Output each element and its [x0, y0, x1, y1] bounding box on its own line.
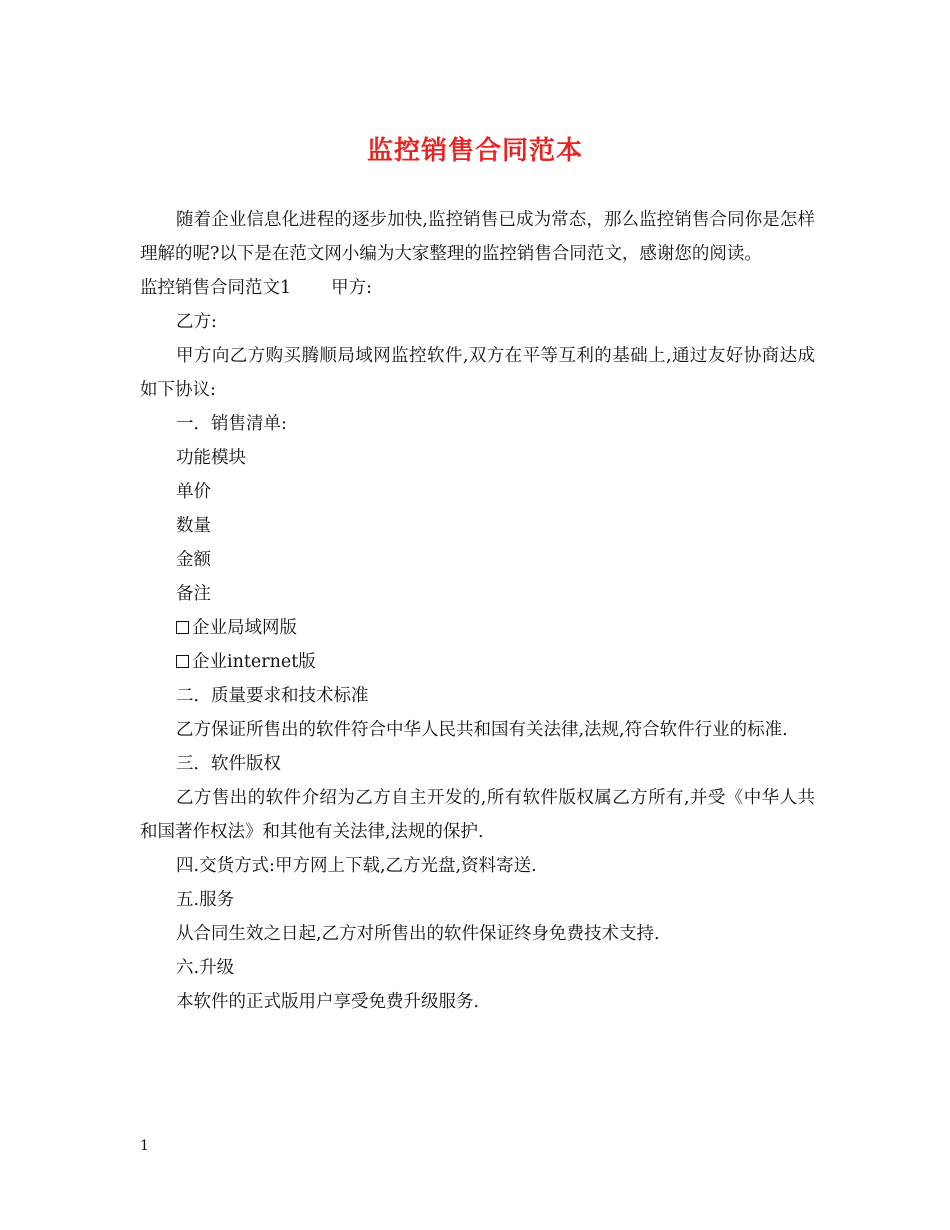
- list-column-amount: 金额: [176, 550, 211, 570]
- list-column-module: 功能模块: [176, 448, 246, 468]
- section6-paragraph: 本软件的正式版用户享受免费升级服务.: [176, 992, 480, 1012]
- list-column-remark: 备注: [176, 584, 211, 604]
- empty-square-icon: [176, 655, 189, 668]
- sample-heading: 监控销售合同范文1: [140, 278, 292, 298]
- section2-heading: 二．质量要求和技术标准: [176, 686, 369, 706]
- option-lan-line: [140, 611, 815, 645]
- empty-square-icon: [176, 621, 189, 634]
- party-b-label: 乙方:: [176, 312, 217, 332]
- section3-heading: 三．软件版权: [176, 754, 281, 774]
- section5-paragraph: 从合同生效之日起,乙方对所售出的软件保证终身免费技术支持.: [176, 924, 660, 944]
- option-internet-line: [140, 645, 815, 679]
- intro-paragraph: 随着企业信息化进程的逐步加快,监控销售已成为常态，那么监控销售合同你是怎样理解的呢?以下是在范文网小编为大家整理的监控销售合同范文，感谢您的阅读。: [140, 210, 815, 264]
- option-lan-label: 企业局域网版: [192, 618, 297, 638]
- list-column-quantity: 数量: [176, 516, 211, 536]
- list-column-price: 单价: [176, 482, 211, 502]
- section4-paragraph: 四.交货方式:甲方网上下载,乙方光盘,资料寄送.: [176, 856, 537, 876]
- document-title: 监控销售合同范本: [366, 136, 583, 166]
- section2-paragraph: 乙方保证所售出的软件符合中华人民共和国有关法律,法规,符合软件行业的标准.: [176, 720, 788, 740]
- section3-paragraph: 乙方售出的软件介绍为乙方自主开发的,所有软件版权属乙方所有,并受《中华人共和国著作权法》和其他有关法律,法规的保护.: [140, 788, 815, 842]
- section1-heading: 一．销售清单:: [176, 414, 287, 434]
- party-a-label: 甲方:: [331, 278, 373, 298]
- preamble-paragraph: 甲方向乙方购买腾顺局域网监控软件,双方在平等互利的基础上,通过友好协商达成如下协议:: [140, 346, 815, 400]
- document-body: [140, 203, 815, 1019]
- sample-heading-line: [140, 271, 815, 305]
- page-number: 1: [140, 1138, 149, 1154]
- option-internet-label: 企业internet版: [192, 652, 316, 672]
- section6-heading: 六.升级: [176, 958, 235, 978]
- section5-heading: 五.服务: [176, 890, 235, 910]
